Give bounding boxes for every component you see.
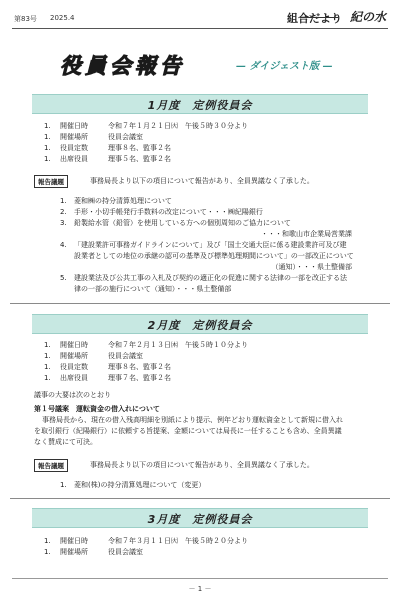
row-num: 1. (44, 144, 51, 152)
list-item-num: 1. (60, 197, 67, 205)
list-item-cont: 設業者としての地位の承継の認可の基準及び標準処理期間について」の一部改正について (74, 252, 354, 260)
row-value: 理事８名、監事２名 (108, 144, 171, 152)
row-value: 令和７年３月１１日㈫ 午後５時２０分より (108, 537, 248, 545)
report-label: 報告議題 (34, 175, 68, 188)
row-label: 開催場所 (60, 133, 88, 141)
row-label: 役員定数 (60, 144, 88, 152)
issue-number: 第83号 (14, 15, 37, 23)
section-heading-january (32, 94, 368, 114)
row-num: 1. (44, 548, 51, 556)
list-item-num: 4. (60, 241, 67, 249)
list-item: 菱和㈱の持分清算処理について (74, 197, 172, 205)
list-item: 手形・小切手帳発行手数料の改定について・・・㈱紀陽銀行 (74, 208, 263, 216)
agenda-text: を取引銀行（紀陽銀行）に依頼する旨提案、金額については局長に一任することも含め、全員異議 (34, 427, 342, 435)
header-divider (12, 28, 388, 29)
row-label: 開催日時 (60, 341, 88, 349)
section-heading-text: 1月度 定例役員会 (147, 99, 253, 112)
list-item: 菱和(株)の持分清算処理について（変更） (74, 481, 206, 489)
row-value: 令和７年２月１３日㈭ 午後５時１０分より (108, 341, 248, 349)
row-num: 1. (44, 374, 51, 382)
list-item-num: 5. (60, 274, 67, 282)
row-label: 開催日時 (60, 537, 88, 545)
list-item-num: 2. (60, 208, 67, 216)
row-value: 役員会議室 (108, 352, 143, 360)
report-label: 報告議題 (34, 459, 68, 472)
row-label: 開催日時 (60, 122, 88, 130)
row-value: 役員会議室 (108, 133, 143, 141)
newsletter-name: 組合だより (287, 12, 342, 25)
section-heading-text: 3月度 定例役員会 (147, 513, 253, 526)
issue-date: 2025.4 (50, 14, 75, 22)
list-item-num: 1. (60, 481, 67, 489)
page-number: － 1 － (188, 585, 212, 593)
row-label: 出席役員 (60, 155, 88, 163)
section-divider (10, 303, 390, 304)
row-num: 1. (44, 122, 51, 130)
row-num: 1. (44, 352, 51, 360)
row-value: 理事５名、監事２名 (108, 155, 171, 163)
list-item-source: ・・・和歌山市企業局営業課 (261, 230, 352, 238)
row-num: 1. (44, 341, 51, 349)
list-item-source: （通知）・・・県土整備部 (271, 263, 352, 271)
row-num: 1. (44, 537, 51, 545)
row-label: 開催場所 (60, 548, 88, 556)
report-intro: 事務局長より以下の項目について報告があり、全員異議なく了承した。 (90, 461, 314, 469)
section-heading-text: 2月度 定例役員会 (147, 319, 253, 332)
agenda-text: 事務局長から、現在の借入残高明細を別紙により提示、例年どおり運転資金として新規に借入れ (42, 416, 343, 424)
page-subtitle: — ダイジェスト版 — (236, 61, 333, 72)
section-heading-march (32, 508, 368, 528)
list-item-num: 3. (60, 219, 67, 227)
list-item-cont: 律の一部の施行について（通知）・・・県土整備部 (74, 285, 232, 293)
agenda-text: なく賛成にて可決。 (34, 438, 97, 446)
section-heading-february (32, 314, 368, 334)
logo-text: 紀の水 (349, 10, 386, 24)
row-num: 1. (44, 133, 51, 141)
list-item: 建設業法及び公共工事の入札及び契約の適正化の促進に関する法律の一部を改正する法 (74, 274, 347, 282)
row-label: 開催場所 (60, 352, 88, 360)
list-item: 「建設業許可事務ガイドラインについて」及び「国土交通大臣に係る建設業許可及び建 (74, 241, 347, 249)
section-divider (10, 498, 390, 499)
row-value: 理事７名、監事２名 (108, 374, 171, 382)
agenda-intro: 議事の大要は次のとおり (34, 391, 111, 399)
row-value: 役員会議室 (108, 548, 143, 556)
row-value: 令和７年１月２１日㈫ 午後５時３０分より (108, 122, 248, 130)
row-num: 1. (44, 363, 51, 371)
brand-dash (300, 17, 338, 18)
list-item: 鉛製給水管（鉛管）を使用している方への個別周知のご協力について (74, 219, 291, 227)
row-label: 役員定数 (60, 363, 88, 371)
row-label: 出席役員 (60, 374, 88, 382)
row-value: 理事８名、監事２名 (108, 363, 171, 371)
row-num: 1. (44, 155, 51, 163)
agenda-title: 第１号議案 運転資金の借入れについて (34, 405, 160, 413)
report-intro: 事務局長より以下の項目について報告があり、全員異議なく了承した。 (90, 177, 314, 185)
footer-divider (12, 578, 388, 579)
page-title: 役員会報告 (60, 54, 185, 78)
